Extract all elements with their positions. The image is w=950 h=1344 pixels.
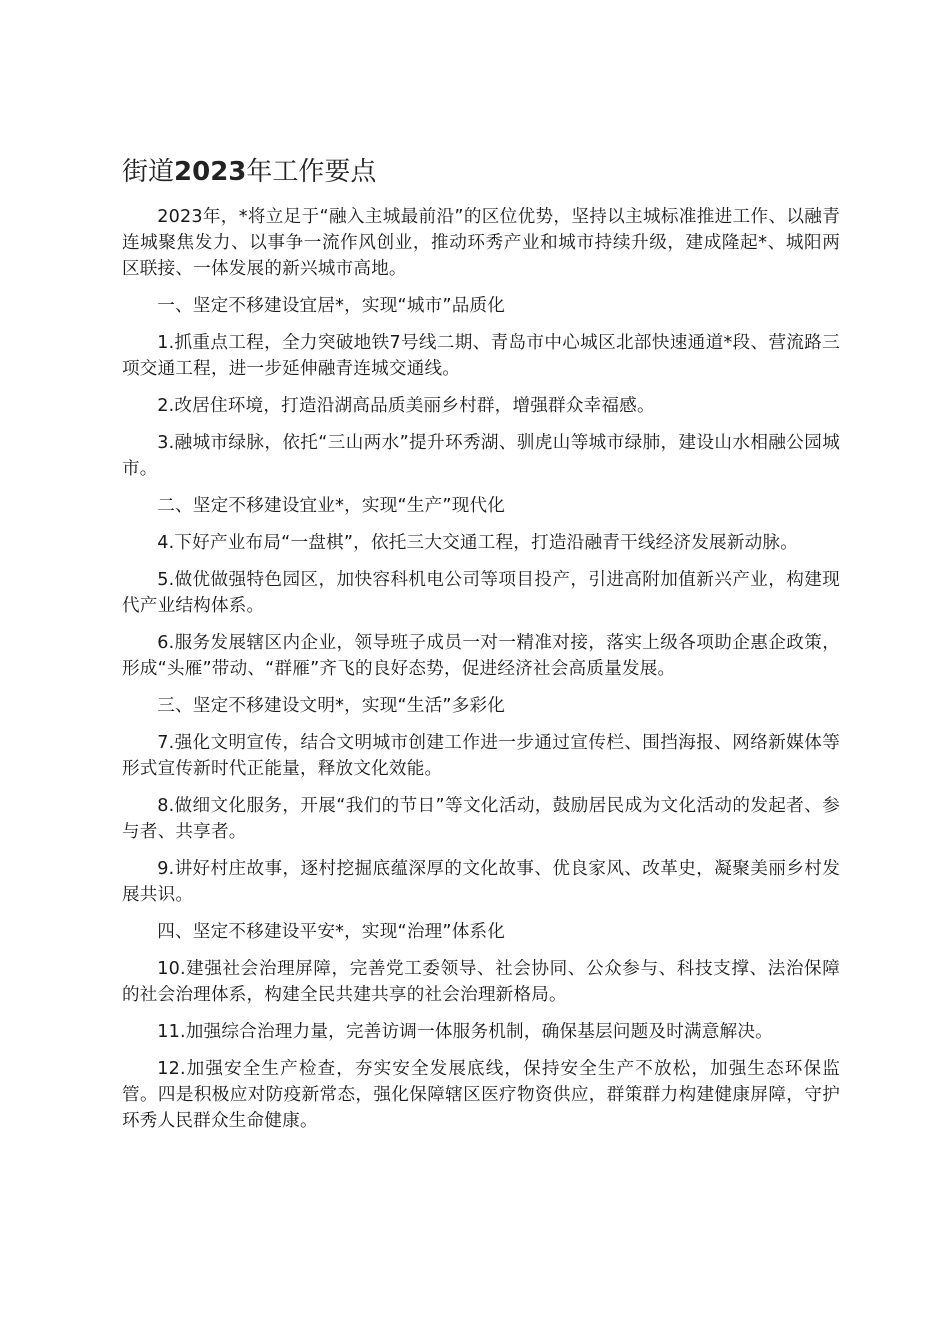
list-item: 11.加强综合治理力量，完善访调一体服务机制，确保基层问题及时满意解决。 [157,1022,773,1042]
list-item: 2.改居住环境，打造沿湖高品质美丽乡村群，增强群众幸福感。 [157,396,655,416]
list-item: 4.下好产业布局“一盘棋”，依托三大交通工程，打造沿融青干线经济发展新动脉。 [157,533,798,553]
section-heading: 二、坚定不移建设宜业*，实现“生产”现代化 [157,496,506,516]
title-year: 2023 [174,157,247,187]
list-item: 10.建强社会治理屏障，完善党工委领导、社会协同、公众参与、科技支撑、法治保障的社会治理体系，构建全民共建共享的社会治理新格局。 [122,959,840,1005]
title-suffix: 年工作要点 [246,157,377,187]
section-4 [122,919,840,1134]
document-page [122,150,840,1145]
list-item: 12.加强安全生产检查，夯实安全发展底线，保持安全生产不放松，加强生态环保监管。四是积极应对防疫新常态，强化保障辖区医疗物资供应，群策群力构建健康屏障，守护环秀人民群众生命健康。 [122,1059,840,1131]
title-prefix: 街道 [122,157,175,187]
intro-paragraph: 2023年，*将立足于“融入主城最前沿”的区位优势，坚持以主城标准推进工作、以融青连城聚焦发力、以事争一流作风创业，推动环秀产业和城市持续升级，建成隆起*、城阳两区联接、一体发展的新兴城市高地。 [122,207,840,279]
list-item: 7.强化文明宣传，结合文明城市创建工作进一步通过宣传栏、围挡海报、网络新媒体等形式宣传新时代正能量，释放文化效能。 [122,733,840,779]
section-1 [122,293,840,482]
section-2 [122,493,840,682]
section-3 [122,693,840,908]
document-title [122,150,840,194]
section-heading: 四、坚定不移建设平安*，实现“治理”体系化 [157,922,506,942]
list-item: 5.做优做强特色园区，加快容科机电公司等项目投产，引进高附加值新兴产业，构建现代产业结构体系。 [122,570,840,616]
section-heading: 三、坚定不移建设文明*，实现“生活”多彩化 [157,696,506,716]
list-item: 6.服务发展辖区内企业，领导班子成员一对一精准对接，落实上级各项助企惠企政策，形成“头雁”带动、“群雁”齐飞的良好态势，促进经济社会高质量发展。 [122,633,840,679]
list-item: 9.讲好村庄故事，逐村挖掘底蕴深厚的文化故事、优良家风、改革史，凝聚美丽乡村发展共识。 [122,859,840,905]
list-item: 1.抓重点工程，全力突破地铁7号线二期、青岛市中心城区北部快速通道*段、营流路三项交通工程，进一步延伸融青连城交通线。 [122,333,840,379]
section-heading: 一、坚定不移建设宜居*，实现“城市”品质化 [157,296,506,316]
list-item: 8.做细文化服务，开展“我们的节日”等文化活动，鼓励居民成为文化活动的发起者、参与者、共享者。 [122,796,840,842]
list-item: 3.融城市绿脉，依托“三山两水”提升环秀湖、驯虎山等城市绿肺，建设山水相融公园城市。 [122,433,840,479]
